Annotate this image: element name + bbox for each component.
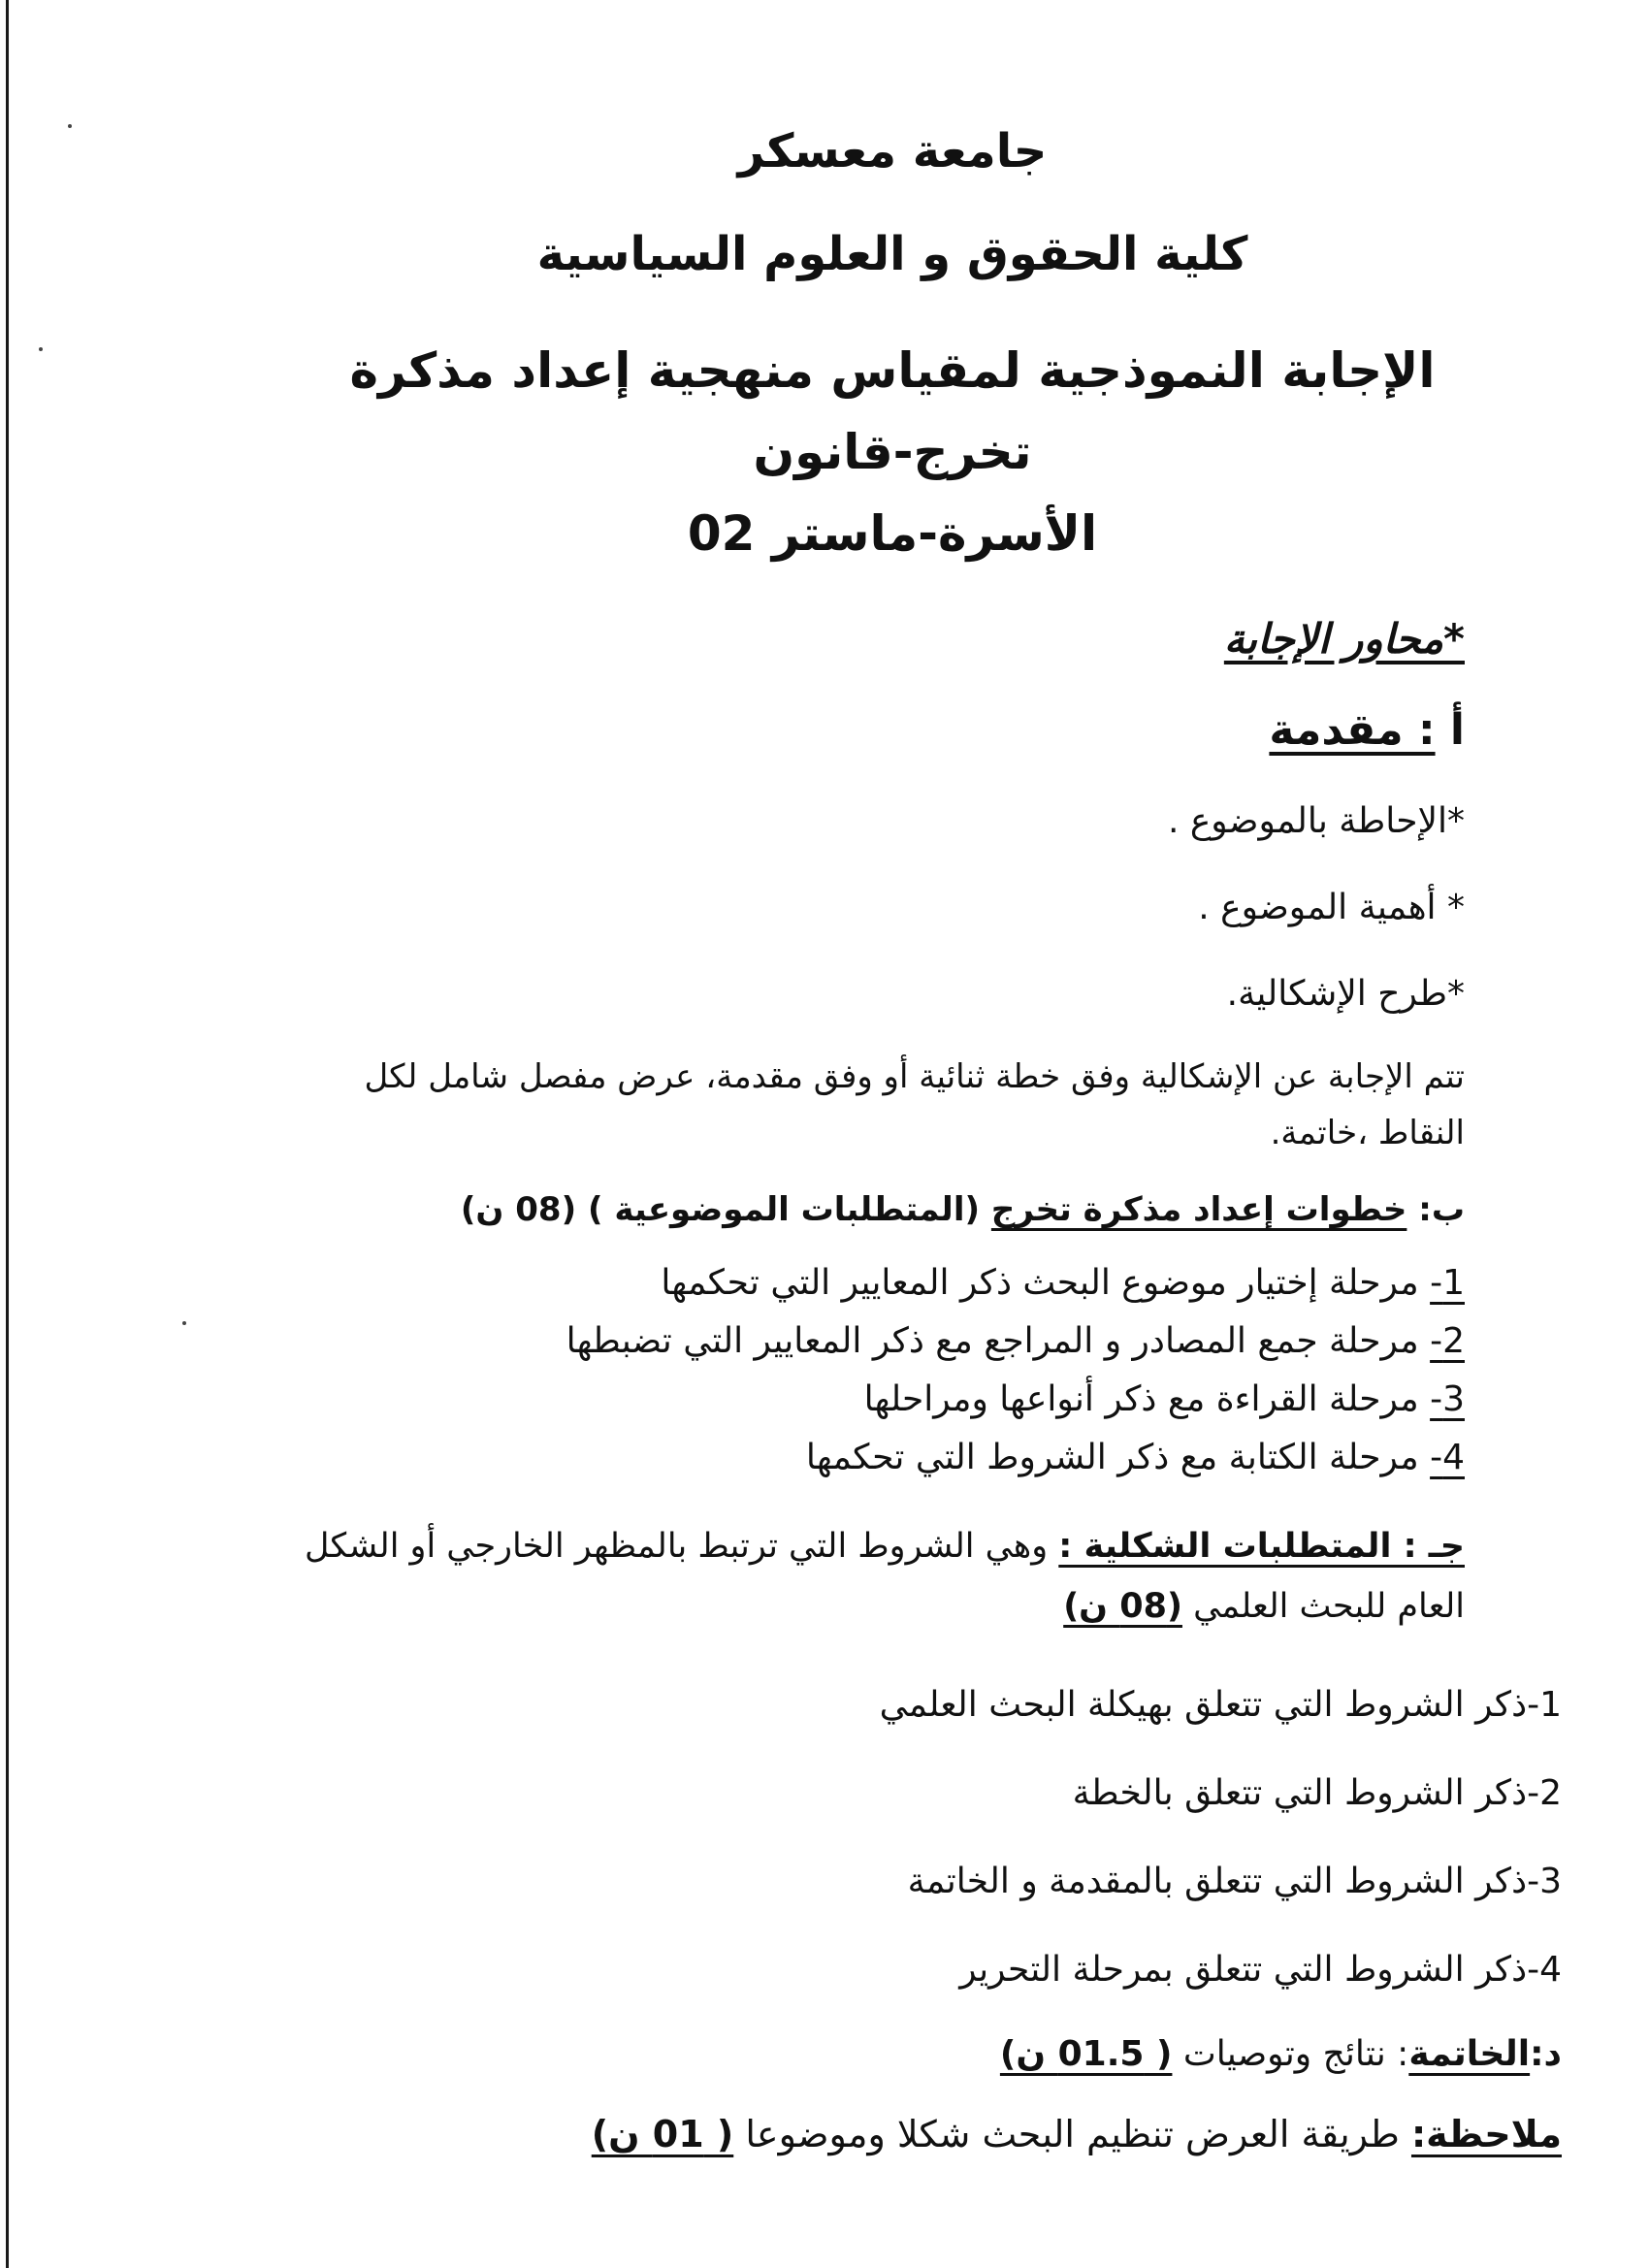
note-text: طريقة العرض تنظيم البحث شكلا وموضوعا <box>733 2113 1411 2155</box>
section-d-text: : نتائج وتوصيات <box>1172 2034 1409 2074</box>
intro-bullet: * أهمية الموضوع . <box>1198 888 1465 927</box>
section-a-heading <box>281 705 1465 755</box>
section-c-title: جـ : المتطلبات الشكلية : <box>1058 1527 1465 1566</box>
step-number: 3- <box>1430 1379 1465 1419</box>
step-number: 4- <box>1430 1438 1465 1477</box>
intro-bullet: *طرح الإشكالية. <box>1226 974 1465 1014</box>
section-b-title: خطوات إعداد مذكرة تخرج <box>990 1190 1407 1229</box>
title-line-1: الإجابة النموذجية لمقياس منهجية إعداد مذكرة تخرج-قانون <box>349 342 1436 480</box>
scan-speck <box>182 1321 186 1325</box>
step-item <box>281 1254 1465 1312</box>
step-text: مرحلة الكتابة مع ذكر الشروط التي تحكمها <box>805 1438 1431 1477</box>
section-a-letter: أ <box>1449 705 1465 755</box>
section-d-line <box>281 2034 1562 2074</box>
section-d-points: ( 01.5 ن) <box>999 2034 1173 2074</box>
note-points: ( 01 ن) <box>591 2113 734 2155</box>
document-page <box>281 107 1562 2155</box>
section-a-title: : مقدمة <box>1269 705 1436 755</box>
scan-speck <box>39 347 43 351</box>
section-b-heading <box>281 1190 1465 1229</box>
step-text: مرحلة القراءة مع ذكر أنواعها ومراحلها <box>863 1379 1431 1419</box>
faculty-name: كلية الحقوق و العلوم السياسية <box>536 227 1248 281</box>
step-item <box>281 1429 1465 1487</box>
formal-requirement-item: 2-ذكر الشروط التي تتعلق بالخطة <box>1072 1773 1562 1813</box>
formal-requirement-item: 3-ذكر الشروط التي تتعلق بالمقدمة و الخاتمة <box>907 1862 1562 1901</box>
formal-requirement-item: 4-ذكر الشروط التي تتعلق بمرحلة التحرير <box>959 1950 1562 1990</box>
section-b-suffix: (المتطلبات الموضوعية ) (08 ن) <box>460 1190 981 1229</box>
scan-edge <box>6 0 9 2268</box>
note-line <box>281 2113 1562 2155</box>
step-text: مرحلة إختيار موضوع البحث ذكر المعايير التي تحكمها <box>661 1263 1431 1303</box>
formal-requirement-item: 1-ذكر الشروط التي تتعلق بهيكلة البحث العلمي <box>879 1685 1562 1725</box>
step-item <box>281 1312 1465 1371</box>
intro-bullet: *الإحاطة بالموضوع . <box>1167 801 1465 841</box>
section-d-title: الخاتمة <box>1408 2034 1531 2074</box>
section-c-points: (08 ن) <box>1063 1587 1182 1626</box>
step-number: 2- <box>1430 1321 1465 1361</box>
section-d-prefix: د: <box>1530 2034 1562 2074</box>
section-b-steps <box>281 1254 1504 1487</box>
answer-method-paragraph: تتم الإجابة عن الإشكالية وفق خطة ثنائية أو وفق مقدمة، عرض مفصل شامل لكل النقاط ،خاتمة. <box>364 1057 1465 1152</box>
university-name: جامعة معسكر <box>737 124 1048 178</box>
step-item <box>281 1371 1465 1429</box>
note-title: ملاحظة: <box>1410 2113 1562 2155</box>
section-b-prefix: ب: <box>1418 1190 1465 1229</box>
step-number: 1- <box>1430 1263 1465 1303</box>
scan-speck <box>68 124 72 128</box>
document-title <box>281 330 1504 574</box>
section-c-paragraph <box>262 1516 1465 1636</box>
section-c-text: وهي الشروط التي ترتبط بالمظهر الخارجي أو الشكل العام للبحث العلمي <box>304 1527 1465 1626</box>
title-line-2: الأسرة-ماستر 02 <box>687 505 1098 562</box>
answer-axes-label: *محاور الإجابة <box>1223 615 1465 663</box>
step-text: مرحلة جمع المصادر و المراجع مع ذكر المعايير التي تضبطها <box>566 1321 1431 1361</box>
answer-axes-heading <box>281 615 1465 663</box>
